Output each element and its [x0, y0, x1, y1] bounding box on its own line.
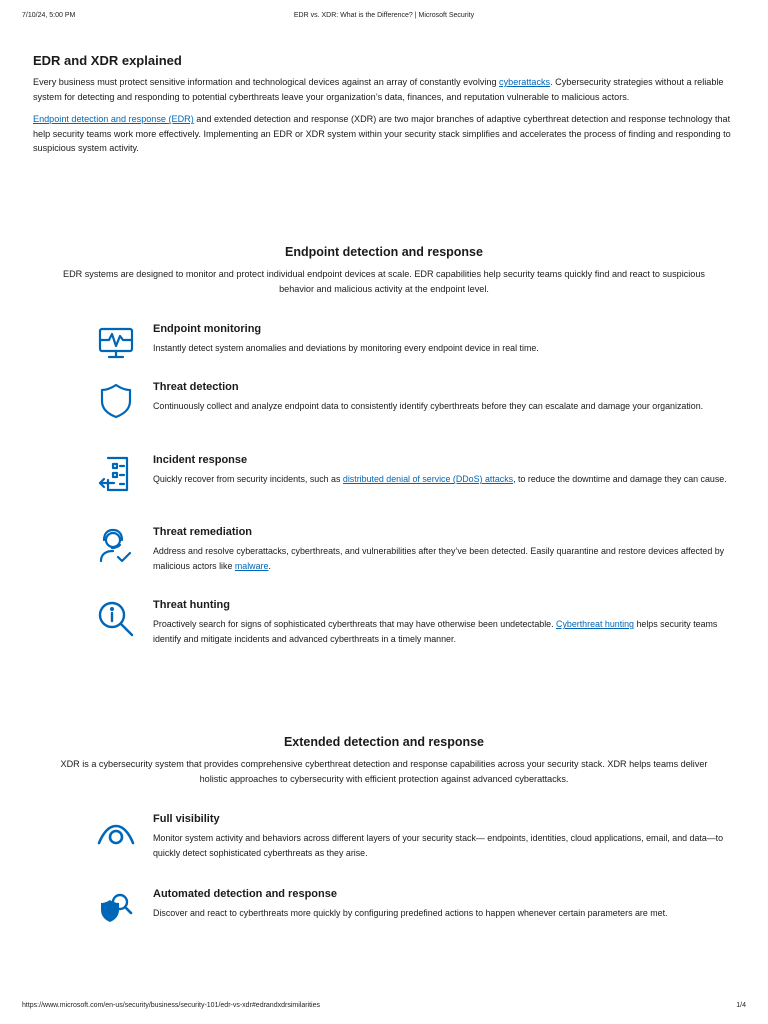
intro-paragraph-2: Endpoint detection and response (EDR) and extended detection and response (XDR) are two major branches of adaptive cyberthreat detection and response technology that help security teams work more effectively. Implementing an EDR or XDR system within your security stack simplifies and accelerates the process of finding and responding to suspicious system activity.: [33, 114, 731, 154]
xdr-section-header: [50, 735, 718, 786]
print-url: https://www.microsoft.com/en-us/security/business/security-101/edr-vs-xdr#edrandxdrsimilarities: [22, 1002, 320, 1009]
monitor-pulse-icon: [96, 323, 136, 363]
shield-icon: [96, 381, 136, 421]
cyberthreat-hunting-link[interactable]: Cyberthreat hunting: [556, 619, 634, 629]
print-page-title: EDR vs. XDR: What is the Difference? | Microsoft Security: [293, 12, 475, 19]
feature-title: Threat hunting: [153, 599, 230, 611]
intro-paragraph-1: Every business must protect sensitive information and technological devices against an array of constantly evolving cyberattacks. Cybersecurity strategies without a reliable system for detecting and responding to potential cyberthreats leave your organization’s data, finances, and reputation vulnerable to malicious actors.: [33, 77, 724, 102]
edr-description: EDR systems are designed to monitor and protect individual endpoint devices at scale. EDR capabilities help security teams quickly find and react to suspicious behavior and malicious activity at the endpoint level.: [63, 269, 705, 294]
feature-text: Quickly recover from security incidents, such as distributed denial of service (DDoS) attacks, to reduce the downtime and damage they can cause.: [153, 474, 727, 484]
edr-section-header: [50, 245, 718, 296]
feature-text: Discover and react to cyberthreats more quickly by configuring predefined actions to happen whenever certain parameters are met.: [153, 908, 668, 918]
print-page-number: 1/4: [736, 1002, 746, 1009]
feature-text: Proactively search for signs of sophisticated cyberthreats that may have otherwise been undetectable. Cyberthreat hunting helps security teams identify and mitigate incidents and advanced cyberthreats in a timely manner.: [153, 619, 718, 644]
intro-section: [33, 53, 733, 164]
print-datetime: 7/10/24, 5:00 PM: [22, 12, 76, 19]
feature-title: Threat detection: [153, 381, 239, 393]
feature-text: Instantly detect system anomalies and deviations by monitoring every endpoint device in real time.: [153, 343, 539, 353]
feature-title: Incident response: [153, 454, 248, 466]
print-header: [22, 12, 746, 19]
checklist-arrow-icon: [96, 454, 136, 494]
ddos-attacks-link[interactable]: distributed denial of service (DDoS) attacks: [342, 474, 514, 484]
print-footer: [22, 1002, 746, 1009]
person-headset-check-icon: [96, 526, 136, 566]
edr-link[interactable]: Endpoint detection and response (EDR): [33, 114, 194, 125]
cyberattacks-link[interactable]: cyberattacks: [499, 77, 551, 87]
eye-icon: [96, 813, 136, 853]
search-info-icon: [96, 599, 136, 639]
feature-text: Monitor system activity and behaviors across different layers of your security stack— endpoints, identities, cloud applications, email, and data—to quickly detect sophisticated cyberthreats as they arise.: [153, 833, 724, 858]
edr-heading: Endpoint detection and response: [285, 245, 483, 259]
feature-title: Full visibility: [153, 813, 220, 825]
feature-title: Endpoint monitoring: [153, 323, 262, 335]
intro-heading: EDR and XDR explained: [33, 53, 182, 68]
xdr-heading: Extended detection and response: [283, 735, 485, 749]
feature-title: Threat remediation: [153, 526, 253, 538]
feature-title: Automated detection and response: [153, 888, 337, 900]
xdr-description: XDR is a cybersecurity system that provides comprehensive cyberthreat detection and response capabilities across your security stack. XDR helps teams deliver holistic approaches to cybersecurity with efficient protection against advanced cyberattacks.: [60, 759, 708, 784]
feature-text: Address and resolve cyberattacks, cyberthreats, and vulnerabilities after they’ve been detected. Easily quarantine and restore devices affected by malicious actors like malware.: [153, 546, 725, 571]
shield-search-icon: [96, 888, 136, 928]
feature-text: Continuously collect and analyze endpoint data to consistently identify cyberthreats before they can escalate and damage your organization.: [153, 401, 704, 411]
malware-link[interactable]: malware: [234, 560, 269, 571]
